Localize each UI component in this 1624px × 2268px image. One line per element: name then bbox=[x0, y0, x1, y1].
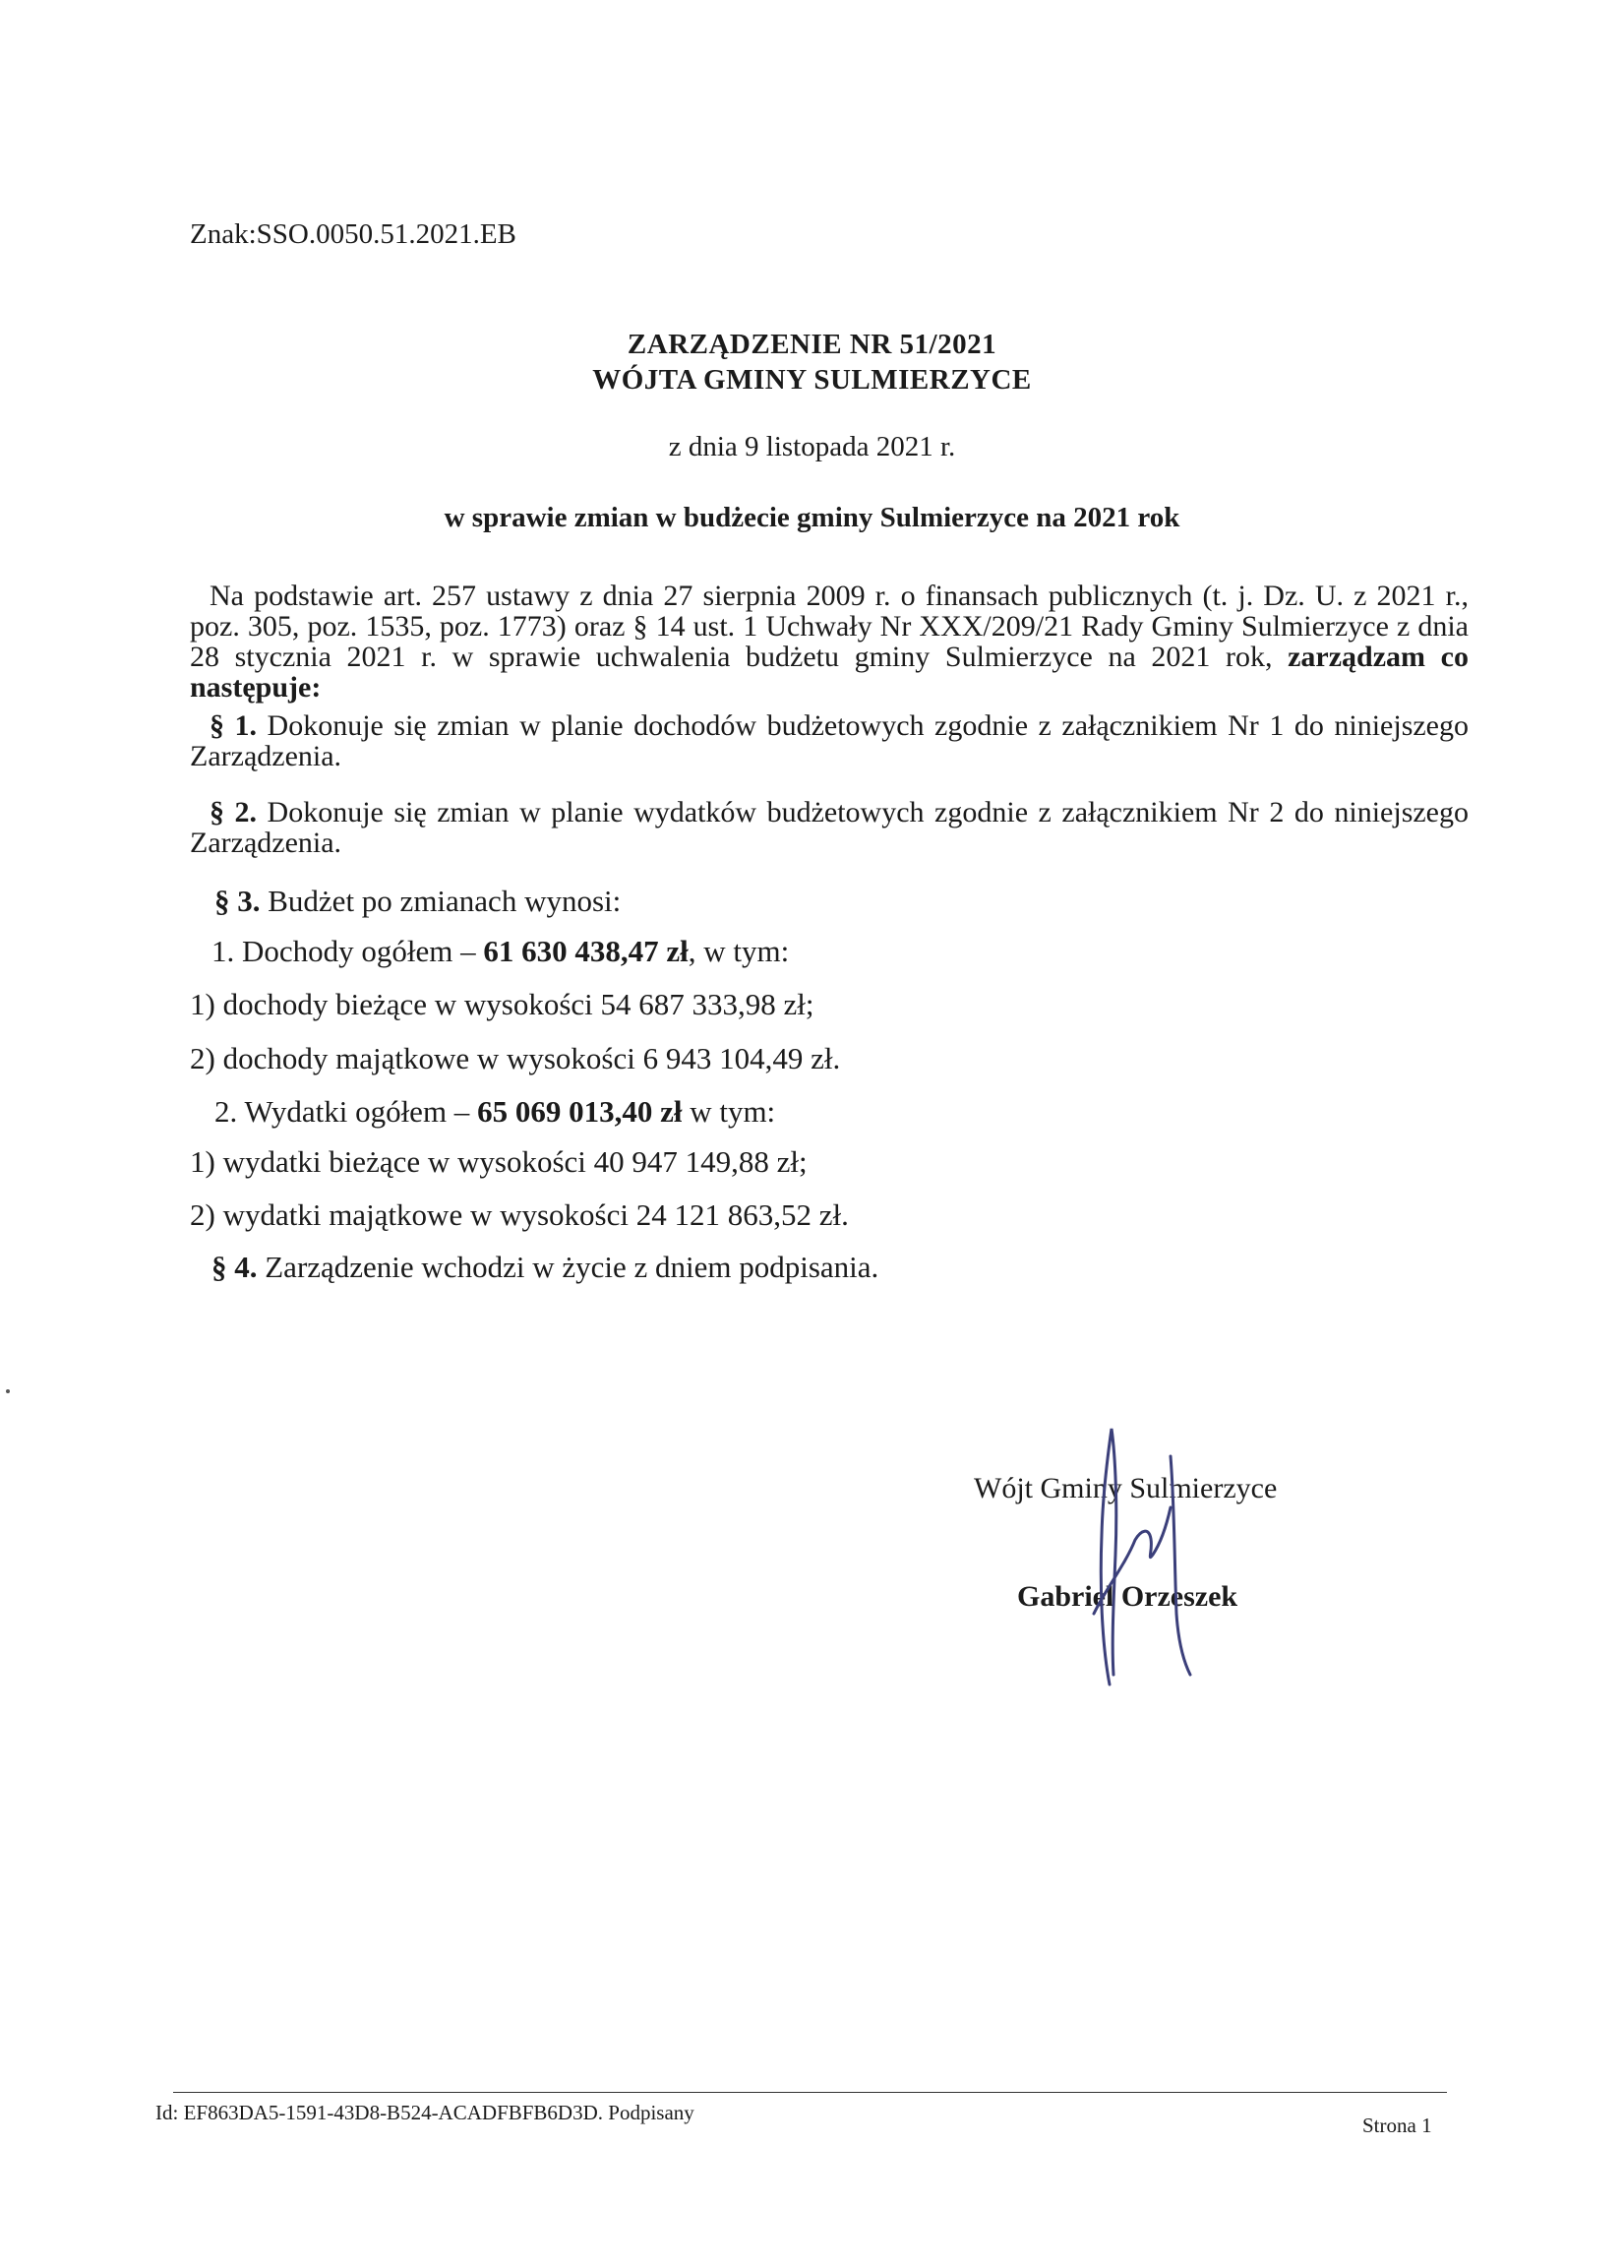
section-1-text: Dokonuje się zmian w planie dochodów budżetowych zgodnie z załącznikiem Nr 1 do niniejszego Zarządzenia. bbox=[190, 709, 1469, 772]
expenses-property-line: 2) wydatki majątkowe w wysokości 24 121 863,52 zł. bbox=[190, 1197, 849, 1232]
section-4-text: Zarządzenie wchodzi w życie z dniem podpisania. bbox=[257, 1250, 879, 1284]
document-issuer: WÓJTA GMINY SULMIERZYCE bbox=[592, 364, 1032, 396]
document-date: z dnia 9 listopada 2021 r. bbox=[668, 431, 956, 462]
expenses-current-line: 1) wydatki bieżące w wysokości 40 947 149,88 zł; bbox=[190, 1144, 808, 1179]
document-title: ZARZĄDZENIE NR 51/2021 bbox=[627, 329, 997, 360]
income-current-line: 1) dochody bieżące w wysokości 54 687 333,98 zł; bbox=[190, 987, 814, 1021]
intro-paragraph bbox=[190, 581, 1469, 703]
expenses-total-line bbox=[214, 1094, 775, 1130]
income-total-line bbox=[211, 934, 789, 969]
footer-page-number: Strona 1 bbox=[1362, 2114, 1432, 2137]
footer-document-id: Id: EF863DA5-1591-43D8-B524-ACADFBFB6D3D. Podpisany bbox=[155, 2101, 694, 2124]
section-4 bbox=[211, 1250, 878, 1285]
income-prefix: 1. Dochody ogółem – bbox=[211, 934, 484, 968]
income-total: 61 630 438,47 zł bbox=[483, 934, 689, 968]
section-2-label: § 2. bbox=[210, 796, 258, 828]
document-reference: Znak:SSO.0050.51.2021.EB bbox=[190, 218, 516, 250]
expenses-suffix: w tym: bbox=[682, 1094, 776, 1129]
section-2-text: Dokonuje się zmian w planie wydatków budżetowych zgodnie z załącznikiem Nr 2 do niniejszego Zarządzenia. bbox=[190, 796, 1469, 859]
section-4-label: § 4. bbox=[211, 1250, 258, 1284]
intro-decision: zarządzam co następuje: bbox=[190, 641, 1469, 704]
footer-divider bbox=[173, 2092, 1447, 2093]
document-subject: w sprawie zmian w budżecie gminy Sulmierzyce na 2021 rok bbox=[444, 502, 1180, 533]
income-property-line: 2) dochody majątkowe w wysokości 6 943 104,49 zł. bbox=[190, 1041, 841, 1075]
handwritten-signature bbox=[1072, 1417, 1230, 1692]
section-2 bbox=[190, 797, 1469, 858]
section-1 bbox=[190, 710, 1469, 771]
expenses-total: 65 069 013,40 zł bbox=[477, 1094, 683, 1129]
section-3 bbox=[214, 884, 621, 919]
expenses-prefix: 2. Wydatki ogółem – bbox=[214, 1094, 478, 1129]
section-3-label: § 3. bbox=[214, 884, 261, 918]
intro-text: Na podstawie art. 257 ustawy z dnia 27 sierpnia 2009 r. o finansach publicznych (t. j. Dz. U. z 2021 r., poz. 305, poz. 1535, poz. 1773) oraz § 14 ust. 1 Uchwały Nr XXX/209/21 Rady Gminy Sulmierzyce z dnia 28 stycznia 2021 r. w sprawie uchwalenia budżetu gminy Sulmierzyce na 2021 rok, bbox=[190, 580, 1469, 673]
scan-edge-mark bbox=[6, 1389, 10, 1393]
income-suffix: , w tym: bbox=[688, 934, 790, 968]
section-1-label: § 1. bbox=[210, 709, 258, 742]
signer-role: Wójt Gminy Sulmierzyce bbox=[974, 1472, 1278, 1504]
signer-name: Gabriel Orzeszek bbox=[1017, 1580, 1238, 1613]
section-3-text: Budżet po zmianach wynosi: bbox=[260, 884, 622, 918]
